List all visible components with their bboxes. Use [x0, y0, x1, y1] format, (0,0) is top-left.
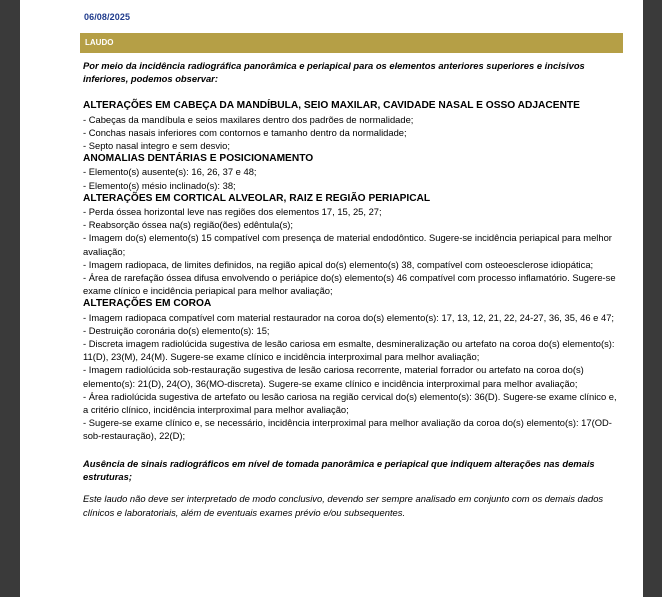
finding-item: - Septo nasal integro e sem desvio; — [83, 140, 230, 152]
finding-item: - Imagem do(s) elemento(s) 15 compatível com presença de material endodôntico. Sugere-se incidência periapical para melhor avaliação; — [83, 232, 612, 257]
finding-item: - Área de rarefação óssea difusa envolvendo o periápice do(s) elemento(s) 46 compatível com processo inflamatório. Sugere-se exame clínico e incidência periapical para melhor avaliação; — [83, 272, 616, 297]
findings-section — [83, 192, 623, 298]
finding-item: - Imagem radiopaca compatível com material restaurador na coroa do(s) elemento(s): 17, 13, 12, 21, 22, 24-27, 36, 35, 46 e 47; — [83, 311, 615, 323]
finding-item: - Elemento(s) mésio inclinado(s): 38; — [83, 179, 236, 191]
section-title: ALTERAÇÕES EM COROA — [83, 298, 212, 310]
findings-sections — [83, 99, 623, 442]
section-title: ALTERAÇÕES EM CORTICAL ALVEOLAR, RAIZ E REGIÃO PERIAPICAL — [83, 192, 431, 204]
findings-section — [83, 152, 623, 192]
conclusion-text: Ausência de sinais radiográficos em nível de tomada panorâmica e periapical que indiquem alterações nas demais estruturas; — [83, 457, 595, 482]
findings-section — [83, 99, 623, 152]
finding-item: - Imagem radiopaca, de limites definidos, na região apical do(s) elemento(s) 38, compatível com osteoesclerose idiopática; — [83, 258, 594, 270]
finding-item: - Conchas nasais inferiores com contornos e tamanho dentro da normalidade; — [83, 126, 407, 138]
finding-item: - Destruição coronária do(s) elemento(s): 15; — [83, 324, 270, 336]
finding-item: - Perda óssea horizontal leve nas regiões dos elementos 17, 15, 25, 27; — [83, 206, 382, 218]
finding-item: - Reabsorção óssea na(s) região(ões) edêntula(s); — [83, 219, 293, 231]
disclaimer-text: Este laudo não deve ser interpretado de modo conclusivo, devendo ser sempre analisado em conjunto com os demais dados clínicos e laboratoriais, além de eventuais exames prévio e/ou subsequentes. — [83, 493, 604, 518]
finding-item: - Elemento(s) ausente(s): 16, 26, 37 e 48; — [83, 166, 257, 178]
report-body — [83, 59, 623, 519]
finding-item: - Cabeças da mandíbula e seios maxilares dentro dos padrões de normalidade; — [83, 113, 414, 125]
intro-paragraph: Por meio da incidência radiográfica panorâmica e periapical para os elementos anteriores superiores e incisivos inferiores, podemos observar: — [83, 60, 585, 85]
findings-section — [83, 297, 623, 442]
section-header-bar: LAUDO — [80, 33, 623, 53]
report-date: 06/08/2025 — [84, 12, 131, 22]
finding-item: - Imagem radiolúcida sob-restauração sugestiva de lesão cariosa recorrente, material forrador ou artefato na coroa do(s) elemento(s): 21(D), 24(O), 36(MO-discreta). Sugere-se exame clínico e incidência interproximal para melhor avaliação; — [83, 364, 584, 389]
finding-item: - Área radiolúcida sugestiva de artefato ou lesão cariosa na região cervical do(s) elemento(s): 36(D). Sugere-se exame clínico e, a critério clínico, incidência interproximal para melhor avaliação; — [83, 390, 617, 416]
section-title: ALTERAÇÕES EM CABEÇA DA MANDÍBULA, SEIO MAXILAR, CAVIDADE NASAL E OSSO ADJACENTE — [83, 100, 580, 112]
finding-item: - Sugere-se exame clínico e, se necessário, incidência interproximal para melhor avaliação da coroa do(s) elemento(s): 17(OD-sob-restauração), 22(D); — [83, 417, 612, 442]
document-page — [20, 0, 643, 597]
section-title: ANOMALIAS DENTÁRIAS E POSICIONAMENTO — [83, 153, 314, 165]
finding-item: - Discreta imagem radiolúcida sugestiva de lesão cariosa em esmalte, desmineralização ou artefato na coroa do(s) elemento(s): 11(D), 23(M), 24(M). Sugere-se exame clínico e incidência interproximal para melhor avaliação; — [83, 338, 615, 363]
